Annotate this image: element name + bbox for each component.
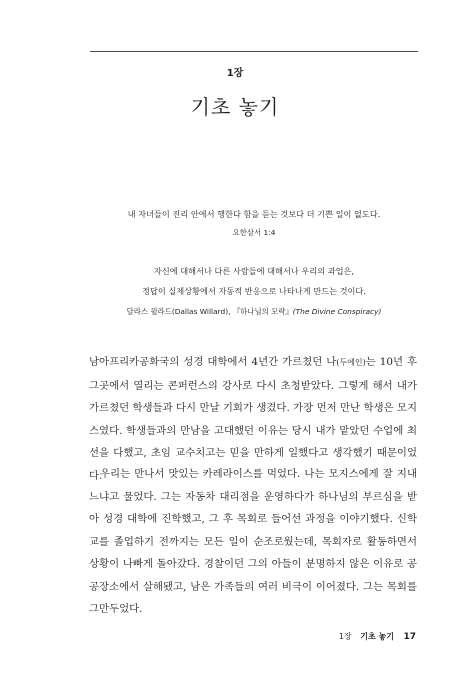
epigraph-2-source-book: (The Divine Conspiracy) xyxy=(292,307,382,316)
chapter-number: 1장 xyxy=(226,68,244,79)
epigraph-2-source xyxy=(80,306,428,317)
footer-title: 기초 놓기 xyxy=(360,632,394,641)
epigraph-2-source-author: 달라스 윌라드(Dallas Willard), 『하나님의 모략』 xyxy=(126,307,293,316)
header-rule xyxy=(90,51,418,52)
chapter-title: 기초 놓기 xyxy=(190,95,280,119)
page-footer xyxy=(339,631,416,642)
epigraph-1-source: 요한삼서 1:4 xyxy=(232,228,276,237)
body-paragraph-2: 우리는 만나서 맛있는 카레라이스를 먹었다. 나는 모지스에게 잘 지내느냐고 물었다. 그는 자동차 대리점을 운영하다가 하나님의 부르심을 받아 성경 대학에 진학했고, 그 후 목회로 들어선 과정을 이야기했다. 신학교를 졸업하기 전까지는 모든 일이 순조로웠는데, 목회자로 활동하면서 상황이 나빠게 돌아갔다. 경찰이던 그의 아들이 분명하지 않은 이유로 공공장소에서 살해됐고, 남은 가족들의 여러 비극이 이어졌다. 그는 목회를 그만두었다. xyxy=(89,468,417,615)
page-number: 17 xyxy=(403,632,416,642)
footer-chapter: 1장 xyxy=(338,632,352,641)
epigraph-2-line-2: 정답이 실제상황에서 자동적 반응으로 나타나게 만드는 것이다. xyxy=(142,286,366,296)
epigraph-1-line: 내 자녀들이 진리 안에서 행한다 함을 듣는 것보다 더 기쁜 일이 없도다. xyxy=(127,209,381,219)
epigraph-2-line-1: 자신에 대해서나 다른 사람들에 대해서나 우리의 과업은, xyxy=(153,266,355,276)
body-p1-before: 남아프리카공화국의 성경 대학에서 4년간 가르쳤던 나 xyxy=(89,356,337,368)
body-p1-after: 는 10년 후 그곳에서 열리는 콘퍼런스의 강사로 다시 초청받았다. 그렇게 해서 내가 가르쳤던 학생들과 다시 만날 기회가 생겼다. 가장 먼저 만난 학생은 모지스였다. 학생들과의 만남을 고대했던 이유는 당시 내가 맡았던 수업에 최선을 다했고, 초임 교수치고는 믿을 만하게 일했다고 생각했기 때문이었다. xyxy=(89,356,417,482)
body-p1-small: (두에인) xyxy=(336,358,366,367)
